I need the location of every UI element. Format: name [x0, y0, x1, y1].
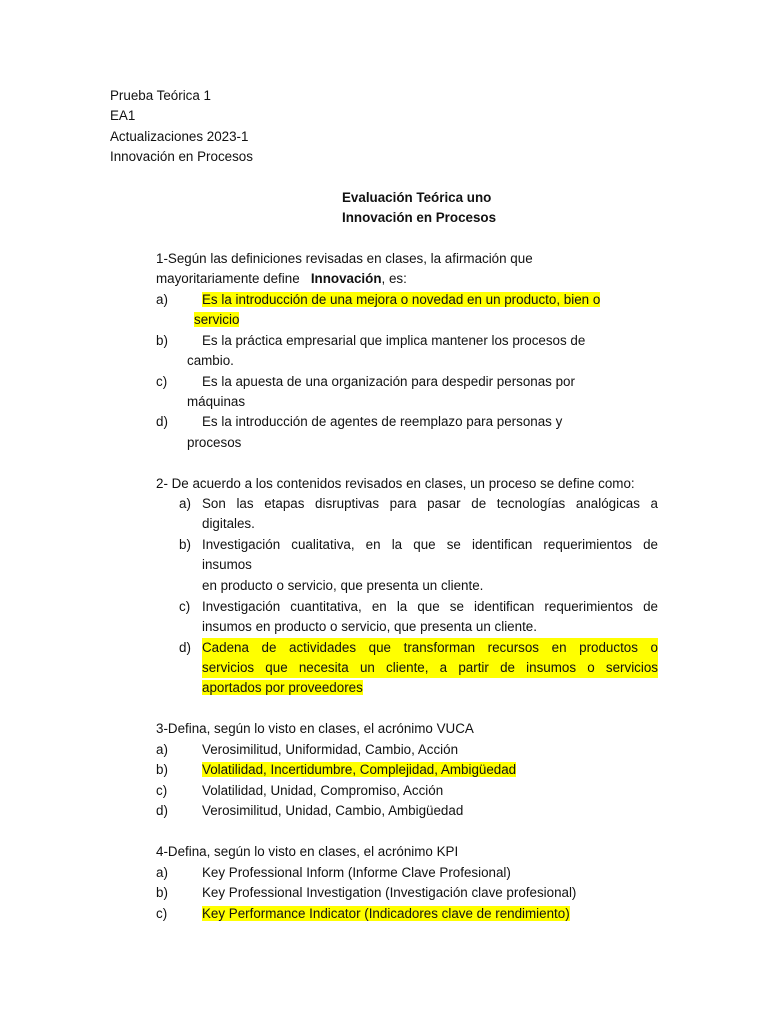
q4-stem: 4-Defina, según lo visto en clases, el acrónimo KPI	[156, 844, 459, 859]
q2-option-b-cont: insumos	[202, 557, 252, 572]
q3-option-b: Volatilidad, Incertidumbre, Complejidad, Ambigüedad	[202, 762, 517, 777]
header-code: EA1	[110, 108, 136, 123]
q2-option-a: Son las etapas disruptivas para pasar de tecnologías analógicas a	[202, 496, 658, 511]
q1-option-c-cont: máquinas	[187, 394, 246, 409]
q2-option-b-letter: b)	[179, 537, 191, 552]
q2-option-c-cont: insumos en producto o servicio, que presenta un cliente.	[202, 619, 537, 634]
q2-option-d-letter: d)	[179, 640, 191, 655]
document-subtitle: Innovación en Procesos	[342, 210, 497, 225]
q3-option-a-letter: a)	[156, 742, 168, 757]
q4-option-c-letter: c)	[156, 906, 168, 921]
q4-option-b-letter: b)	[156, 885, 168, 900]
header-subject: Innovación en Procesos	[110, 149, 253, 164]
q2-option-c-letter: c)	[179, 599, 191, 614]
q4-option-a-letter: a)	[156, 865, 168, 880]
q2-option-b: Investigación cualitativa, en la que se identifican requerimientos de	[202, 537, 658, 552]
q2-option-a-cont: digitales.	[202, 516, 255, 531]
q2-option-d: Cadena de actividades que transforman recursos en productos o	[202, 638, 658, 658]
q3-option-a: Verosimilitud, Uniformidad, Cambio, Acción	[202, 742, 459, 757]
q1-option-a: Es la introducción de una mejora o novedad en un producto, bien o	[202, 292, 601, 307]
q3-option-d-letter: d)	[156, 803, 168, 818]
q2-stem: 2- De acuerdo a los contenidos revisados en clases, un proceso se define como:	[156, 476, 635, 491]
q1-option-a-letter: a)	[156, 292, 168, 307]
q1-option-d-cont: procesos	[187, 435, 242, 450]
q3-option-d: Verosimilitud, Unidad, Cambio, Ambigüedad	[202, 803, 464, 818]
q2-option-d-cont: servicios que necesita un cliente, a partir de insumos o servicios	[202, 658, 658, 678]
q2-option-a-letter: a)	[179, 496, 191, 511]
q2-option-b-cont2: en producto o servicio, que presenta un cliente.	[202, 578, 484, 593]
q2-option-c: Investigación cuantitativa, en la que se identifican requerimientos de	[202, 599, 658, 614]
q1-option-b-letter: b)	[156, 333, 168, 348]
q3-stem: 3-Defina, según lo visto en clases, el acrónimo VUCA	[156, 721, 474, 736]
q3-option-b-letter: b)	[156, 762, 168, 777]
q1-option-b: Es la práctica empresarial que implica mantener los procesos de	[202, 333, 586, 348]
q1-option-c-letter: c)	[156, 374, 168, 389]
q1-option-d-letter: d)	[156, 414, 168, 429]
q1-option-a-cont: servicio	[194, 312, 240, 327]
q2-option-d-cont2: aportados por proveedores	[202, 680, 363, 695]
q1-stem: 1-Según las definiciones revisadas en clases, la afirmación que	[156, 251, 533, 266]
document-title: Evaluación Teórica uno	[342, 190, 492, 205]
q1-stem-line2: mayoritariamente define Innovación, es:	[156, 271, 407, 286]
q3-option-c-letter: c)	[156, 783, 168, 798]
q4-option-a: Key Professional Inform (Informe Clave Profesional)	[202, 865, 511, 880]
header-period: Actualizaciones 2023-1	[110, 129, 249, 144]
header-course-title: Prueba Teórica 1	[110, 88, 211, 103]
q4-option-c: Key Performance Indicator (Indicadores clave de rendimiento)	[202, 906, 570, 921]
q3-option-c: Volatilidad, Unidad, Compromiso, Acción	[202, 783, 444, 798]
q1-option-b-cont: cambio.	[187, 353, 234, 368]
q1-option-c: Es la apuesta de una organización para despedir personas por	[202, 374, 575, 389]
q4-option-b: Key Professional Investigation (Investigación clave profesional)	[202, 885, 577, 900]
q1-option-d: Es la introducción de agentes de reemplazo para personas y	[202, 414, 563, 429]
